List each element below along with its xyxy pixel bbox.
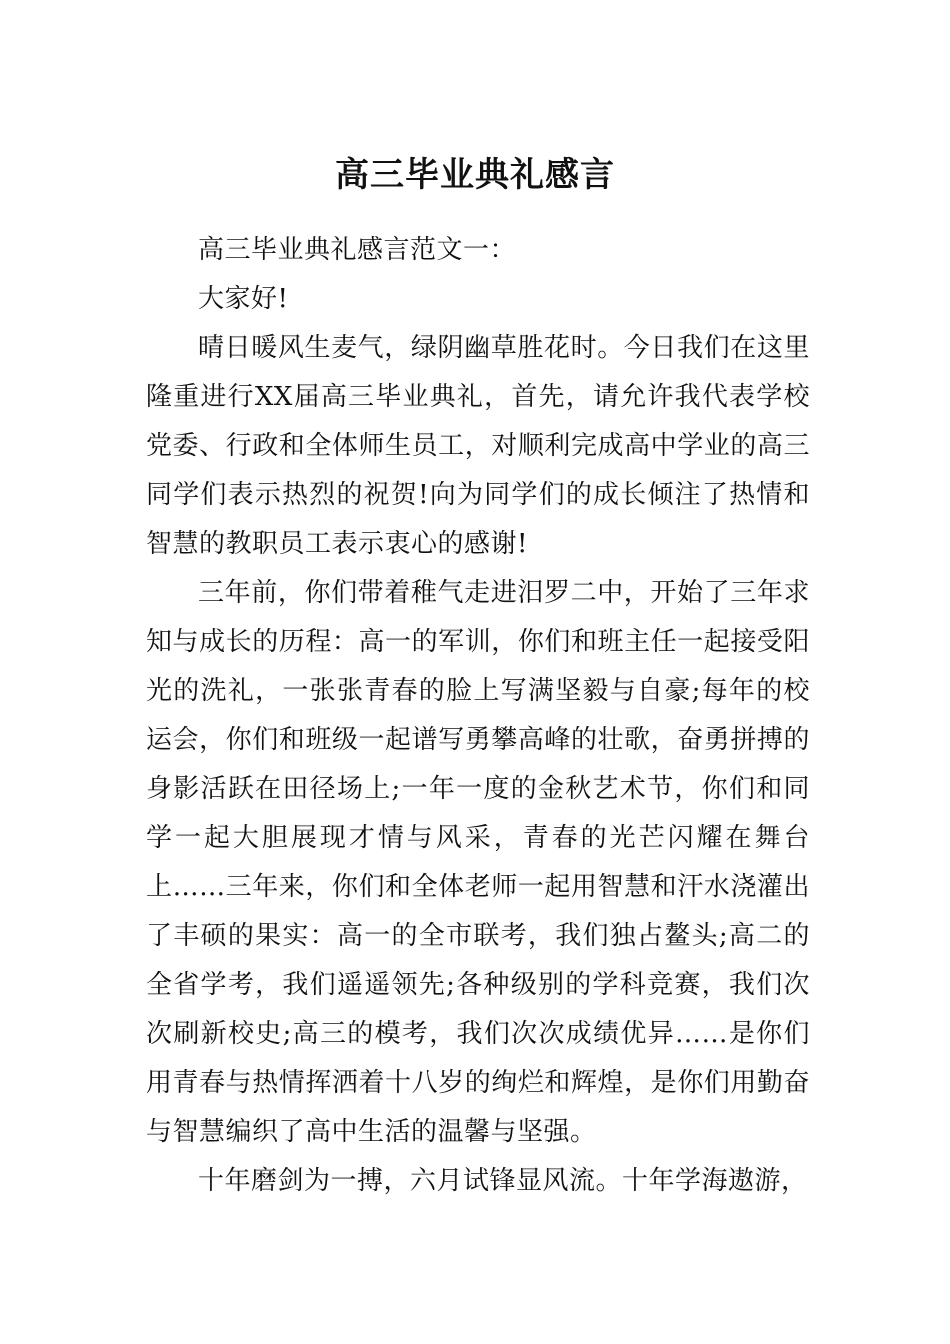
paragraph-greeting: 大家好! [198, 284, 289, 314]
document-body [146, 226, 810, 1206]
paragraph-opening: 晴日暖风生麦气，绿阴幽草胜花时。今日我们在这里隆重进行XX届高三毕业典礼，首先，请允许我代表学校党委、行政和全体师生员工，对顺利完成高中学业的高三同学们表示热烈的祝贺!向为同学们的成长倾注了热情和智慧的教职员工表示衷心的感谢! [146, 333, 810, 559]
document-title: 高三毕业典礼感言 [335, 154, 615, 195]
paragraph-three-years: 三年前，你们带着稚气走进汨罗二中，开始了三年求知与成长的历程：高一的军训，你们和班主任一起接受阳光的洗礼，一张张青春的脸上写满坚毅与自豪;每年的校运会，你们和班级一起谱写勇攀高峰的壮歌，奋勇拼搏的身影活跃在田径场上;一年一度的金秋艺术节，你们和同学一起大胆展现才情与风采，青春的光芒闪耀在舞台上……三年来，你们和全体老师一起用智慧和汗水浇灌出了丰硕的果实：高一的全市联考，我们独占鳌头;高二的全省学考，我们遥遥领先;各种级别的学科竞赛，我们次次刷新校史;高三的模考，我们次次成绩优异……是你们用青春与热情挥洒着十八岁的绚烂和辉煌，是你们用勤奋与智慧编织了高中生活的温馨与坚强。 [146, 578, 810, 1147]
paragraph-intro-heading: 高三毕业典礼感言范文一： [198, 235, 517, 265]
paragraph-ten-years: 十年磨剑为一搏，六月试锋显风流。十年学海遨游， [198, 1166, 808, 1196]
